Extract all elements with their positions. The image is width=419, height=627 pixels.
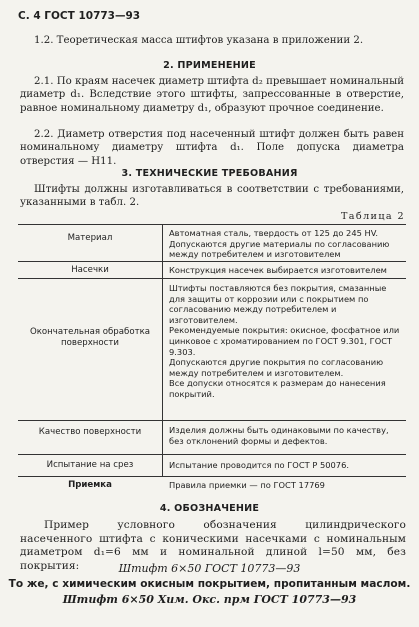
designation-1: Штифт 6×50 ГОСТ 10773—93 (118, 562, 301, 575)
table-cell-label: Приемка (68, 480, 112, 490)
example-2-text: То же, с химическим окисным покрытием, пропитанным маслом. (8, 578, 411, 590)
table-row (18, 421, 406, 455)
table-cell-value: Конструкция насечек выбирается изготовителем (169, 265, 387, 275)
paragraph-2-1: 2.1. По краям насечек диаметр штифта d₂ превышает номинальный диаметр d₁. Вследствие этого штифты, запрессованные в отверстие, равное номинальному диаметру d₁, образуют прочное соединение. (20, 76, 404, 114)
table-cell-label: Качество поверхности (38, 427, 142, 437)
table-cell-label: Испытание на срез (46, 460, 134, 470)
designation-2: Штифт 6×50 Хим. Окс. прм ГОСТ 10773—93 (62, 593, 357, 606)
paragraph-3: Штифты должны изготавливаться в соответствии с требованиями, указанными в табл. 2. (20, 184, 404, 209)
paragraph-2-2: 2.2. Диаметр отверстия под насеченный штифт должен быть равен номинальному диаметру штифта d₁. Поле допуска диаметра отверстия — H11. (20, 129, 404, 167)
table-cell-value: Испытание проводится по ГОСТ Р 50076. (169, 460, 350, 470)
table-cell-label: Насечки (71, 265, 109, 275)
table-row (18, 225, 406, 262)
requirements-table (18, 224, 406, 492)
example-text: Пример условного обозначения цилиндрического насеченного штифта с коническими насечками с номинальным диаметром d₁=6 мм и номинальной длиной l=50 мм, без покрытия: (20, 519, 406, 572)
table-cell-value: Правила приемки — по ГОСТ 17769 (169, 480, 325, 490)
paragraph-1-2: 1.2. Теоретическая масса штифтов указана в приложении 2. (34, 35, 364, 46)
section-2-title: 2. ПРИМЕНЕНИЕ (163, 60, 256, 71)
table-cell-value: Штифты поставляются без покрытия, смазанные для защиты от коррозии или с покрытием по согласованию между потребителем и изготовителем. Рекомендуемые покрытия: окисное, фосфатное или цинковое с хроматированием по ГОСТ 9.301, ГОСТ 9.303. Допускаются другие покрытия по согласованию между потребителем и изготовителем. Все допуски относятся к размерам до нанесения покрытий. (169, 283, 400, 399)
table-cell-value: Изделия должны быть одинаковыми по качеству, без отклонений формы и дефектов. (169, 425, 389, 446)
table-row (18, 279, 406, 421)
section-4-title: 4. ОБОЗНАЧЕНИЕ (159, 503, 260, 514)
table-caption: Таблица 2 (340, 211, 405, 222)
table-row (18, 477, 406, 492)
page-header: С. 4 ГОСТ 10773—93 (18, 10, 141, 22)
table-row (18, 455, 406, 477)
table-cell-value: Автоматная сталь, твердость от 125 до 245 HV. Допускаются другие материалы по согласованию между потребителем и изготовителем (169, 228, 390, 260)
table-cell-label: Материал (67, 233, 113, 243)
table-row (18, 262, 406, 279)
table-cell-label: Окончательная обработка поверхности (29, 327, 151, 348)
section-3-title: 3. ТЕХНИЧЕСКИЕ ТРЕБОВАНИЯ (121, 168, 298, 179)
